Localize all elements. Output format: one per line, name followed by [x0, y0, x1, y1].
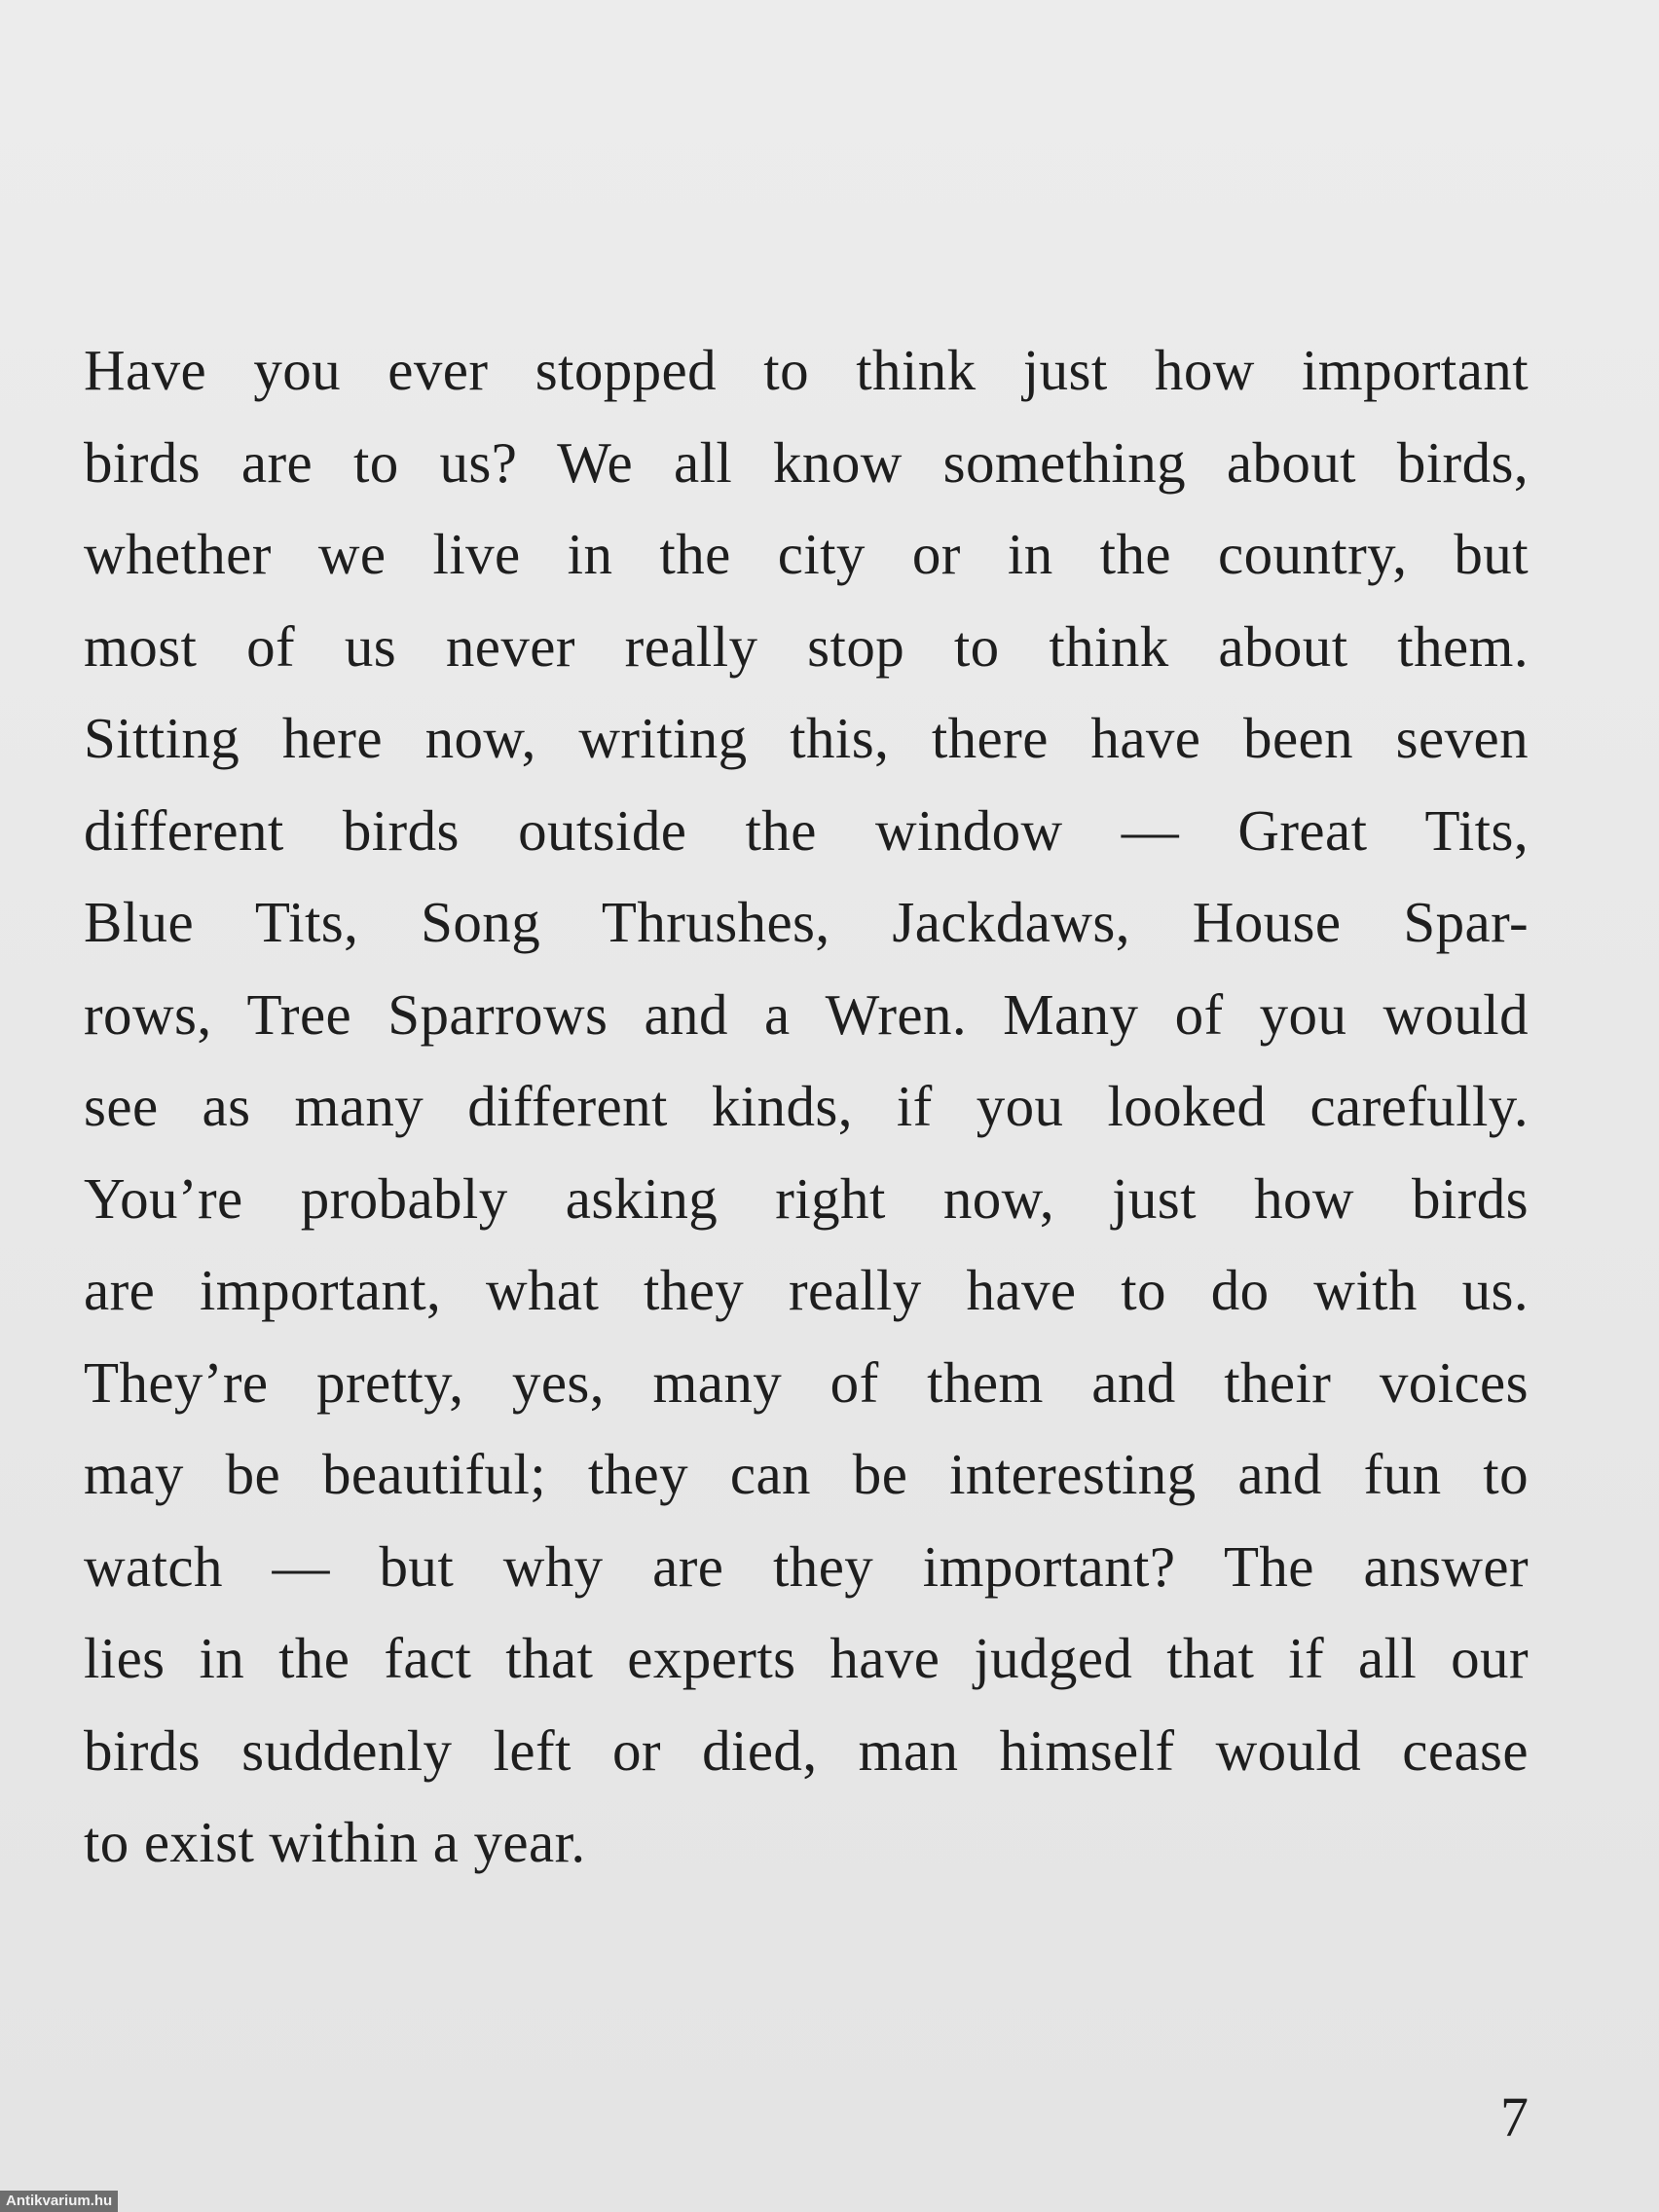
- watermark-label: Antikvarium.hu: [0, 2191, 118, 2212]
- text-line: rows, Tree Sparrows and a Wren. Many of you would: [84, 981, 1529, 1047]
- text-line: Blue Tits, Song Thrushes, Jackdaws, House Spar-: [84, 890, 1529, 954]
- text-line: whether we live in the city or in the country, but: [84, 522, 1529, 586]
- text-line: You’re probably asking right now, just how birds: [84, 1165, 1529, 1231]
- text-line: may be beautiful; they can be interesting and fun to: [84, 1442, 1529, 1506]
- text-line: birds suddenly left or died, man himself would cease: [84, 1717, 1529, 1783]
- text-line: lies in the fact that experts have judged that if all our: [84, 1626, 1529, 1690]
- text-line: birds are to us? We all know something about birds,: [84, 429, 1529, 495]
- text-line: most of us never really stop to think about them.: [84, 613, 1529, 679]
- text-line: watch — but why are they important? The answer: [84, 1533, 1529, 1599]
- body-paragraph: [84, 324, 1529, 1889]
- page-number: 7: [1500, 2085, 1529, 2149]
- text-line: see as many different kinds, if you looked carefully.: [84, 1074, 1529, 1138]
- text-line: different birds outside the window — Great Tits,: [84, 797, 1529, 863]
- text-line: are important, what they really have to do with us.: [84, 1258, 1529, 1322]
- text-line: to exist within a year.: [84, 1810, 586, 1874]
- text-line: Have you ever stopped to think just how important: [84, 338, 1529, 402]
- text-line: They’re pretty, yes, many of them and their voices: [84, 1349, 1529, 1415]
- text-line: Sitting here now, writing this, there have been seven: [84, 706, 1529, 770]
